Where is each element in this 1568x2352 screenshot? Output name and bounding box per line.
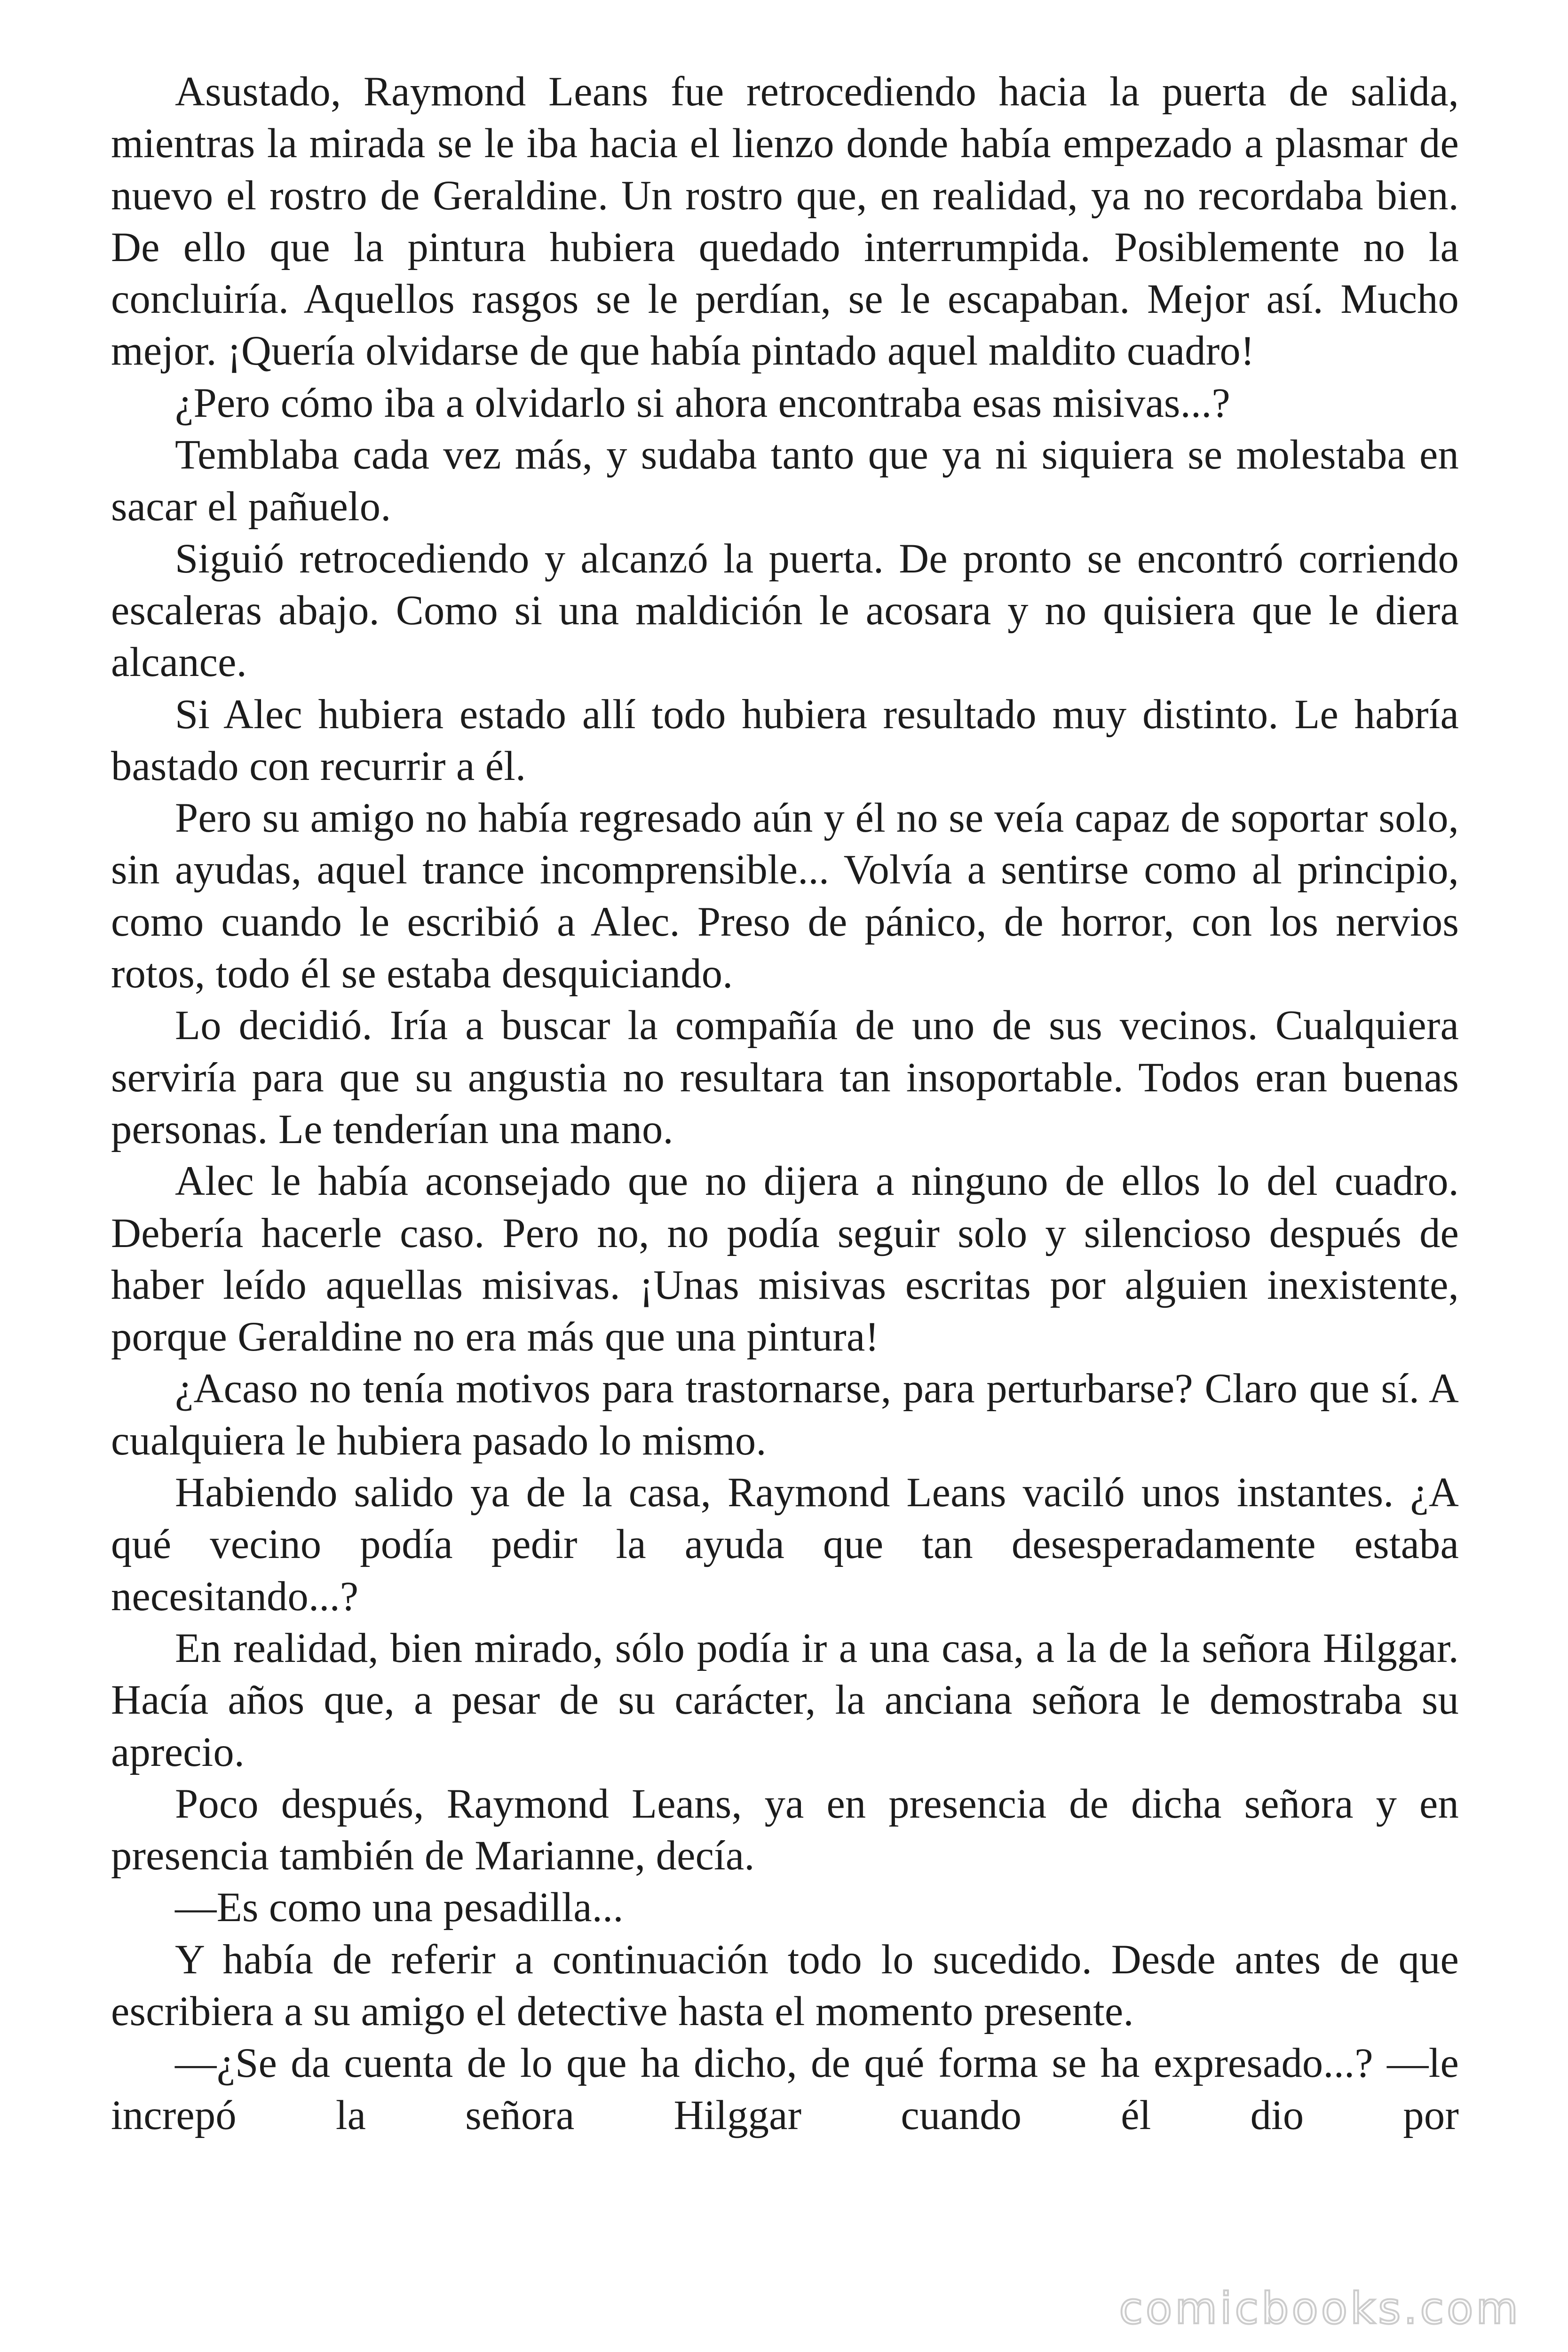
paragraph-continued: —¿Se da cuenta de lo que ha dicho, de qué forma se ha expresado...? —le increpó la señora Hilggar cuando él dio por xyxy=(111,2040,1459,2138)
watermark: comicbooks.com xyxy=(1119,2283,1521,2334)
paragraph: Alec le había aconsejado que no dijera a ninguno de ellos lo del cuadro. Debería hacerle caso. Pero no, no podía seguir solo y silencioso después de haber leído aquellas misivas. ¡Unas misivas escritas por alguien inexistente, porque Geraldine no era más que una pintura! xyxy=(111,1158,1459,1360)
paragraph: Poco después, Raymond Leans, ya en presencia de dicha señora y en presencia también de Marianne, decía. xyxy=(111,1780,1459,1879)
paragraph: Habiendo salido ya de la casa, Raymond Leans vaciló unos instantes. ¿A qué vecino podía pedir la ayuda que tan desesperadamente estaba necesitando...? xyxy=(111,1470,1459,1620)
paragraph: ¿Pero cómo iba a olvidarlo si ahora encontraba esas misivas...? xyxy=(175,380,1231,426)
paragraph: ¿Acaso no tenía motivos para trastornarse, para perturbarse? Claro que sí. A cualquiera le hubiera pasado lo mismo. xyxy=(111,1366,1459,1464)
paragraph: Siguió retrocediendo y alcanzó la puerta. De pronto se encontró corriendo escaleras abajo. Como si una maldición le acosara y no quisiera que le diera alcance. xyxy=(111,535,1459,686)
paragraph: Y había de referir a continuación todo lo sucedido. Desde antes de que escribiera a su amigo el detective hasta el momento presente. xyxy=(111,1936,1459,2034)
paragraph: En realidad, bien mirado, sólo podía ir a una casa, a la de la señora Hilggar. Hacía años que, a pesar de su carácter, la anciana señora le demostraba su aprecio. xyxy=(111,1625,1459,1775)
book-page-text xyxy=(111,66,1459,2141)
paragraph: Lo decidió. Iría a buscar la compañía de uno de sus vecinos. Cualquiera serviría para que su angustia no resultara tan insoportable. Todos eran buenas personas. Le tenderían una mano. xyxy=(111,1002,1459,1152)
paragraph: Pero su amigo no había regresado aún y él no se veía capaz de soportar solo, sin ayudas, aquel trance incomprensible... Volvía a sentirse como al principio, como cuando le escribió a Alec. Preso de pánico, de horror, con los nervios rotos, todo él se estaba desquiciando. xyxy=(111,795,1459,997)
paragraph: Temblaba cada vez más, y sudaba tanto que ya ni siquiera se molestaba en sacar el pañuelo. xyxy=(111,432,1459,530)
paragraph: —Es como una pesadilla... xyxy=(175,1884,624,1931)
paragraph: Si Alec hubiera estado allí todo hubiera resultado muy distinto. Le habría bastado con recurrir a él. xyxy=(111,691,1459,789)
paragraph: Asustado, Raymond Leans fue retrocediendo hacia la puerta de salida, mientras la mirada se le iba hacia el lienzo donde había empezado a plasmar de nuevo el rostro de Geraldine. Un rostro que, en realidad, ya no recordaba bien. De ello que la pintura hubiera quedado interrumpida. Posiblemente no la concluiría. Aquellos rasgos se le perdían, se le escapaban. Mejor así. Mucho mejor. ¡Quería olvidarse de que había pintado aquel maldito cuadro! xyxy=(111,69,1459,374)
